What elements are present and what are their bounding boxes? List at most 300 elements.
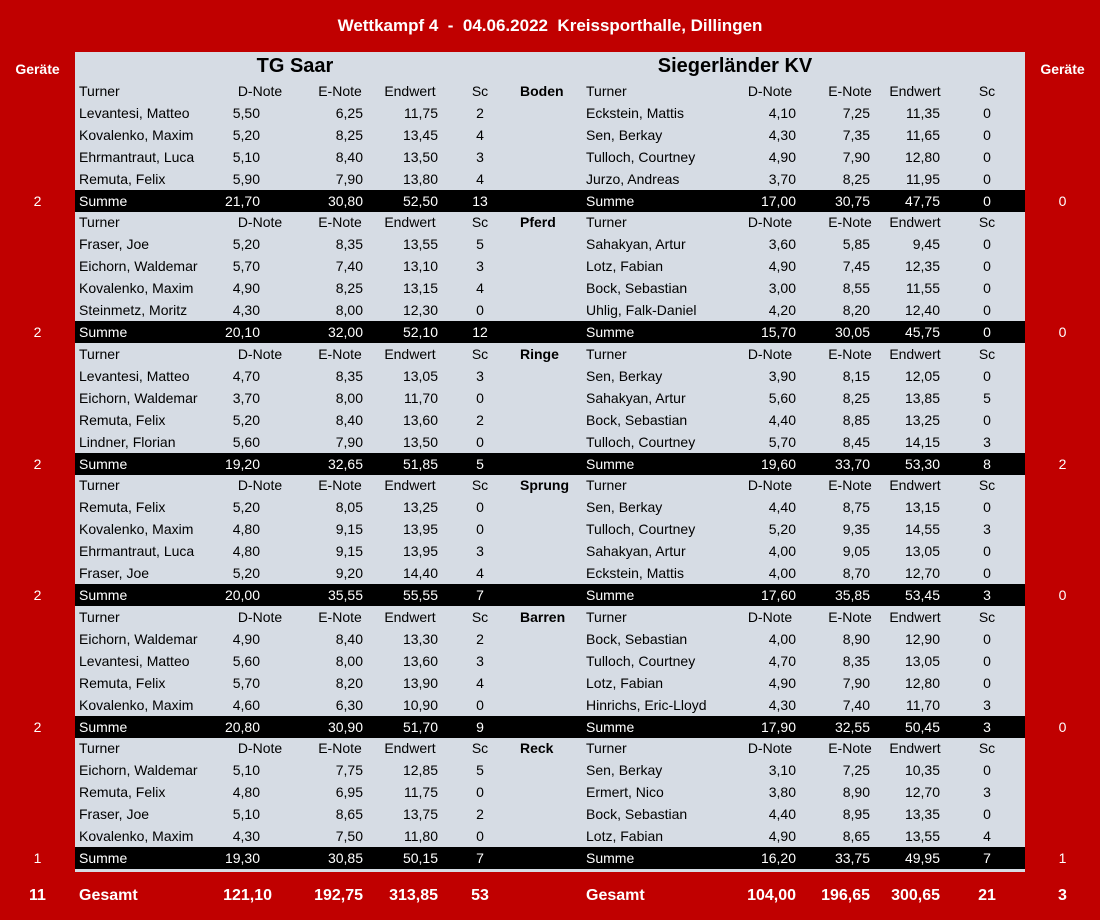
col-header-sc: Sc [978, 214, 996, 231]
header-row [0, 211, 1100, 233]
home-sc: 4 [476, 565, 484, 582]
away-name: Bock, Sebastian [586, 806, 688, 822]
header-row [0, 474, 1100, 496]
total-home-label: Gesamt [79, 887, 138, 904]
home-sc: 0 [476, 499, 484, 516]
away-e: 7,35 [842, 127, 870, 143]
away-sum-label: Summe [586, 193, 635, 209]
away-sum-label: Summe [586, 850, 635, 866]
away-team-name: Siegerländer KV [657, 55, 813, 77]
col-header-turner: Turner [586, 608, 627, 625]
away-geraete-points: 1 [1058, 850, 1067, 866]
away-name: Sen, Berkay [586, 499, 663, 516]
home-sc: 3 [476, 652, 484, 669]
away-e: 7,45 [842, 258, 870, 275]
home-e: 8,25 [335, 280, 363, 297]
away-sc: 0 [983, 762, 991, 778]
home-d: 4,80 [232, 784, 260, 800]
away-sc: 0 [983, 674, 991, 691]
away-end: 14,15 [904, 433, 940, 450]
col-header-sc: Sc [471, 477, 489, 494]
home-e: 7,50 [335, 828, 363, 844]
home-sum-d: 20,80 [224, 718, 260, 735]
total-home-sc: 53 [471, 887, 489, 904]
col-header-e: E-Note [828, 345, 872, 362]
total-away-d: 104,00 [747, 887, 796, 904]
col-header-end: Endwert [889, 214, 941, 231]
home-d: 5,70 [232, 674, 260, 691]
home-sum-d: 21,70 [224, 193, 260, 209]
away-sc: 4 [983, 828, 991, 844]
total-away-e: 196,65 [821, 887, 870, 904]
home-e: 6,30 [335, 696, 363, 713]
away-sum-sc: 0 [983, 193, 991, 209]
away-e: 8,35 [842, 652, 870, 669]
home-sc: 2 [476, 411, 484, 428]
header-row [0, 343, 1100, 365]
athlete-row [0, 146, 1100, 168]
home-name: Ehrmantraut, Luca [79, 149, 195, 165]
away-e: 8,55 [842, 280, 870, 297]
home-end: 11,75 [404, 105, 438, 121]
away-d: 4,00 [768, 543, 796, 560]
col-header-turner: Turner [79, 740, 120, 756]
total-home-e: 192,75 [314, 887, 363, 904]
home-d: 4,70 [232, 367, 260, 384]
home-geraete-points: 2 [33, 587, 42, 604]
col-header-turner: Turner [79, 608, 120, 625]
col-header-turner: Turner [79, 214, 120, 231]
home-sum-label: Summe [79, 193, 128, 209]
home-sum-sc: 12 [472, 324, 488, 341]
sum-row [0, 453, 1100, 475]
away-e: 8,90 [842, 784, 870, 800]
away-name: Bock, Sebastian [586, 411, 688, 428]
home-d: 5,10 [232, 149, 260, 165]
col-header-d: D-Note [237, 608, 283, 625]
geraete-header-right: Geräte [1040, 61, 1085, 77]
home-sum-label: Summe [79, 324, 128, 341]
away-sc: 0 [983, 105, 991, 121]
home-sc: 0 [476, 828, 484, 844]
away-sc: 0 [983, 258, 991, 275]
home-e: 8,40 [335, 149, 363, 165]
away-d: 4,90 [768, 674, 796, 691]
col-header-e: E-Note [318, 345, 362, 362]
away-sc: 0 [983, 652, 991, 669]
away-geraete-points: 0 [1058, 324, 1067, 341]
home-name: Eichorn, Waldemar [79, 630, 198, 647]
col-header-d: D-Note [747, 477, 793, 494]
col-header-sc: Sc [978, 740, 996, 756]
away-name: Bock, Sebastian [586, 280, 688, 297]
home-sum-e: 35,55 [327, 587, 363, 604]
home-name: Kovalenko, Maxim [79, 696, 194, 713]
home-sc: 4 [476, 171, 484, 187]
athlete-row [0, 431, 1100, 453]
away-sum-label: Summe [586, 587, 635, 604]
home-end: 13,30 [402, 630, 438, 647]
athlete-row [0, 562, 1100, 584]
col-header-d: D-Note [747, 83, 793, 99]
away-d: 3,00 [768, 280, 796, 297]
away-sc: 0 [983, 499, 991, 516]
home-end: 13,95 [402, 543, 438, 560]
away-sc: 5 [983, 389, 991, 406]
home-geraete-points: 2 [33, 193, 42, 209]
home-sum-end: 52,50 [402, 193, 438, 209]
home-name: Kovalenko, Maxim [79, 127, 194, 143]
away-end: 13,25 [904, 411, 940, 428]
away-end: 9,45 [912, 236, 940, 253]
away-end: 11,55 [906, 280, 940, 297]
away-end: 13,05 [904, 652, 940, 669]
away-sc: 0 [983, 543, 991, 560]
away-d: 4,90 [768, 149, 796, 165]
col-header-end: Endwert [889, 608, 941, 625]
col-header-e: E-Note [318, 740, 362, 756]
home-end: 13,50 [402, 149, 438, 165]
home-sc: 3 [476, 149, 484, 165]
home-sc: 0 [476, 433, 484, 450]
away-sc: 0 [983, 171, 991, 187]
away-name: Sahakyan, Artur [586, 236, 686, 253]
away-geraete-points: 0 [1058, 718, 1067, 735]
home-name: Kovalenko, Maxim [79, 521, 194, 538]
home-end: 13,50 [402, 433, 438, 450]
home-name: Levantesi, Matteo [79, 652, 190, 669]
home-name: Fraser, Joe [79, 236, 150, 253]
home-d: 4,30 [232, 302, 260, 319]
away-d: 4,30 [768, 127, 796, 143]
home-team-name: TG Saar [256, 55, 334, 77]
home-e: 8,65 [335, 806, 363, 822]
home-end: 14,40 [402, 565, 438, 582]
home-end: 13,25 [402, 499, 438, 516]
col-header-e: E-Note [318, 83, 362, 99]
away-end: 13,85 [904, 389, 940, 406]
home-geraete-points: 1 [33, 850, 42, 866]
away-end: 13,35 [904, 806, 940, 822]
home-sum-sc: 13 [472, 193, 488, 209]
away-sum-d: 15,70 [760, 324, 796, 341]
home-end: 13,60 [402, 652, 438, 669]
away-e: 8,85 [842, 411, 870, 428]
home-end: 13,55 [402, 236, 438, 253]
home-d: 4,90 [232, 630, 260, 647]
athlete-row [0, 694, 1100, 716]
athlete-row [0, 759, 1100, 781]
away-name: Sen, Berkay [586, 127, 663, 143]
col-header-sc: Sc [471, 214, 489, 231]
away-sc: 0 [983, 149, 991, 165]
away-sum-end: 49,95 [904, 850, 940, 866]
away-d: 3,70 [768, 171, 796, 187]
athlete-row [0, 409, 1100, 431]
col-header-d: D-Note [747, 740, 793, 756]
home-sum-end: 52,10 [402, 324, 438, 341]
home-sum-e: 30,85 [327, 850, 363, 866]
home-d: 4,30 [232, 828, 260, 844]
home-sc: 4 [476, 674, 484, 691]
apparatus-name: Barren [520, 608, 566, 625]
sum-row [0, 716, 1100, 738]
away-name: Jurzo, Andreas [586, 171, 680, 187]
total-row [0, 874, 1100, 918]
home-name: Remuta, Felix [79, 411, 166, 428]
home-e: 6,95 [335, 784, 363, 800]
col-header-end: Endwert [889, 740, 941, 756]
home-e: 6,25 [335, 105, 363, 121]
home-sum-e: 32,00 [327, 324, 363, 341]
apparatus-name: Sprung [520, 477, 569, 494]
away-name: Sen, Berkay [586, 762, 663, 778]
col-header-sc: Sc [471, 345, 489, 362]
away-sc: 0 [983, 565, 991, 582]
home-sum-sc: 7 [476, 587, 484, 604]
away-e: 7,25 [842, 105, 870, 121]
competition-title: Wettkampf 4 - 04.06.2022 Kreissporthalle, Dillingen [337, 16, 763, 35]
col-header-e: E-Note [318, 214, 362, 231]
col-header-e: E-Note [828, 214, 872, 231]
total-away-end: 300,65 [891, 887, 940, 904]
athlete-row [0, 277, 1100, 299]
home-end: 13,05 [402, 367, 438, 384]
home-sc: 0 [476, 521, 484, 538]
home-name: Remuta, Felix [79, 499, 166, 516]
away-sum-d: 17,60 [760, 587, 796, 604]
home-end: 13,95 [402, 521, 438, 538]
home-e: 8,00 [335, 302, 363, 319]
col-header-sc: Sc [978, 345, 996, 362]
away-sum-label: Summe [586, 455, 635, 472]
away-e: 8,75 [842, 499, 870, 516]
away-name: Eckstein, Mattis [586, 105, 685, 121]
col-header-sc: Sc [978, 83, 996, 99]
col-header-turner: Turner [586, 740, 627, 756]
away-sc: 0 [983, 302, 991, 319]
athlete-row [0, 825, 1100, 847]
away-sum-e: 35,85 [834, 587, 870, 604]
total-away-label: Gesamt [586, 887, 645, 904]
home-sum-label: Summe [79, 718, 128, 735]
away-d: 4,30 [768, 696, 796, 713]
away-end: 12,80 [904, 674, 940, 691]
col-header-end: Endwert [384, 345, 436, 362]
away-sc: 0 [983, 367, 991, 384]
sum-row [0, 847, 1100, 869]
home-end: 11,80 [404, 828, 438, 844]
away-e: 8,65 [842, 828, 870, 844]
apparatus-name: Reck [520, 740, 554, 756]
away-end: 10,35 [904, 762, 940, 778]
away-sum-sc: 0 [983, 324, 991, 341]
home-sc: 0 [476, 389, 484, 406]
away-d: 4,90 [768, 258, 796, 275]
home-sc: 2 [476, 806, 484, 822]
athlete-row [0, 672, 1100, 694]
col-header-turner: Turner [586, 477, 627, 494]
away-name: Sahakyan, Artur [586, 389, 686, 406]
total-home-d: 121,10 [223, 887, 272, 904]
home-d: 5,20 [232, 499, 260, 516]
home-e: 8,35 [335, 236, 363, 253]
header-row [0, 606, 1100, 628]
away-end: 11,65 [906, 127, 940, 143]
home-sum-e: 30,80 [327, 193, 363, 209]
home-sc: 4 [476, 127, 484, 143]
away-name: Bock, Sebastian [586, 630, 688, 647]
away-sc: 3 [983, 521, 991, 538]
home-sc: 4 [476, 280, 484, 297]
home-d: 4,80 [232, 543, 260, 560]
away-name: Sahakyan, Artur [586, 543, 686, 560]
home-e: 8,35 [335, 367, 363, 384]
away-sum-d: 16,20 [760, 850, 796, 866]
home-e: 9,20 [335, 565, 363, 582]
away-end: 12,35 [904, 258, 940, 275]
away-sc: 0 [983, 630, 991, 647]
home-e: 8,25 [335, 127, 363, 143]
col-header-e: E-Note [828, 740, 872, 756]
away-sum-d: 17,00 [760, 193, 796, 209]
home-name: Fraser, Joe [79, 565, 150, 582]
away-sum-e: 32,55 [834, 718, 870, 735]
home-e: 8,20 [335, 674, 363, 691]
sum-row [0, 190, 1100, 212]
away-sum-e: 30,75 [834, 193, 870, 209]
home-end: 11,75 [404, 784, 438, 800]
home-d: 5,20 [232, 236, 260, 253]
home-sum-sc: 9 [476, 718, 484, 735]
away-sum-e: 30,05 [834, 324, 870, 341]
home-sc: 3 [476, 258, 484, 275]
col-header-d: D-Note [747, 608, 793, 625]
away-d: 4,40 [768, 411, 796, 428]
home-name: Ehrmantraut, Luca [79, 543, 195, 560]
athlete-row [0, 781, 1100, 803]
athlete-row [0, 124, 1100, 146]
apparatus-name: Boden [520, 83, 564, 99]
home-name: Eichorn, Waldemar [79, 762, 198, 778]
away-name: Sen, Berkay [586, 367, 663, 384]
away-d: 4,40 [768, 806, 796, 822]
col-header-turner: Turner [586, 214, 627, 231]
home-name: Levantesi, Matteo [79, 105, 190, 121]
home-name: Eichorn, Waldemar [79, 258, 198, 275]
home-sum-e: 32,65 [327, 455, 363, 472]
col-header-d: D-Note [747, 214, 793, 231]
away-e: 9,35 [842, 521, 870, 538]
home-d: 5,20 [232, 565, 260, 582]
home-sum-label: Summe [79, 587, 128, 604]
home-sum-d: 20,00 [224, 587, 260, 604]
away-end: 13,05 [904, 543, 940, 560]
home-sum-label: Summe [79, 850, 128, 866]
away-name: Lotz, Fabian [586, 258, 664, 275]
col-header-turner: Turner [79, 477, 120, 494]
home-geraete-points: 2 [33, 718, 42, 735]
home-sum-end: 55,55 [402, 587, 438, 604]
home-name: Remuta, Felix [79, 784, 166, 800]
col-header-sc: Sc [471, 83, 489, 99]
home-d: 5,90 [232, 171, 260, 187]
apparatus-name: Pferd [520, 214, 556, 231]
home-e: 7,75 [335, 762, 363, 778]
away-name: Hinrichs, Eric-Lloyd [586, 696, 707, 713]
home-sum-end: 51,85 [402, 455, 438, 472]
col-header-d: D-Note [237, 740, 283, 756]
away-end: 11,35 [906, 105, 940, 121]
col-header-d: D-Note [237, 214, 283, 231]
home-sum-d: 19,30 [224, 850, 260, 866]
total-home-end: 313,85 [389, 887, 438, 904]
away-e: 7,90 [842, 674, 870, 691]
home-end: 13,15 [402, 280, 438, 297]
home-sum-sc: 7 [476, 850, 484, 866]
home-e: 7,90 [335, 171, 363, 187]
away-e: 8,20 [842, 302, 870, 319]
col-header-e: E-Note [318, 608, 362, 625]
away-end: 12,05 [904, 367, 940, 384]
home-end: 13,45 [402, 127, 438, 143]
col-header-e: E-Note [828, 477, 872, 494]
home-e: 7,90 [335, 433, 363, 450]
col-header-turner: Turner [586, 345, 627, 362]
away-end: 14,55 [904, 521, 940, 538]
home-e: 8,05 [335, 499, 363, 516]
total-away-sc: 21 [978, 887, 996, 904]
away-end: 11,95 [906, 171, 940, 187]
home-d: 4,60 [232, 696, 260, 713]
home-sc: 0 [476, 302, 484, 319]
athlete-row [0, 299, 1100, 321]
home-sc: 0 [476, 784, 484, 800]
away-end: 13,55 [904, 828, 940, 844]
away-sum-e: 33,75 [834, 850, 870, 866]
away-d: 3,60 [768, 236, 796, 253]
home-sum-d: 19,20 [224, 455, 260, 472]
athlete-row [0, 650, 1100, 672]
away-e: 8,25 [842, 171, 870, 187]
away-e: 7,90 [842, 149, 870, 165]
home-d: 4,80 [232, 521, 260, 538]
home-d: 5,10 [232, 806, 260, 822]
home-sum-e: 30,90 [327, 718, 363, 735]
athlete-row [0, 168, 1100, 190]
home-sc: 3 [476, 543, 484, 560]
athlete-row [0, 803, 1100, 825]
athlete-row [0, 628, 1100, 650]
col-header-turner: Turner [79, 83, 120, 99]
home-sc: 2 [476, 105, 484, 121]
away-sc: 0 [983, 411, 991, 428]
away-e: 8,45 [842, 433, 870, 450]
athlete-row [0, 255, 1100, 277]
away-d: 5,70 [768, 433, 796, 450]
home-e: 8,00 [335, 389, 363, 406]
away-sc: 0 [983, 236, 991, 253]
away-sum-e: 33,70 [834, 455, 870, 472]
away-sc: 0 [983, 806, 991, 822]
away-name: Tulloch, Courtney [586, 521, 696, 538]
home-sum-end: 50,15 [402, 850, 438, 866]
col-header-end: Endwert [384, 83, 436, 99]
header-row [0, 80, 1100, 102]
home-sc: 3 [476, 367, 484, 384]
away-sc: 3 [983, 433, 991, 450]
away-sum-d: 17,90 [760, 718, 796, 735]
